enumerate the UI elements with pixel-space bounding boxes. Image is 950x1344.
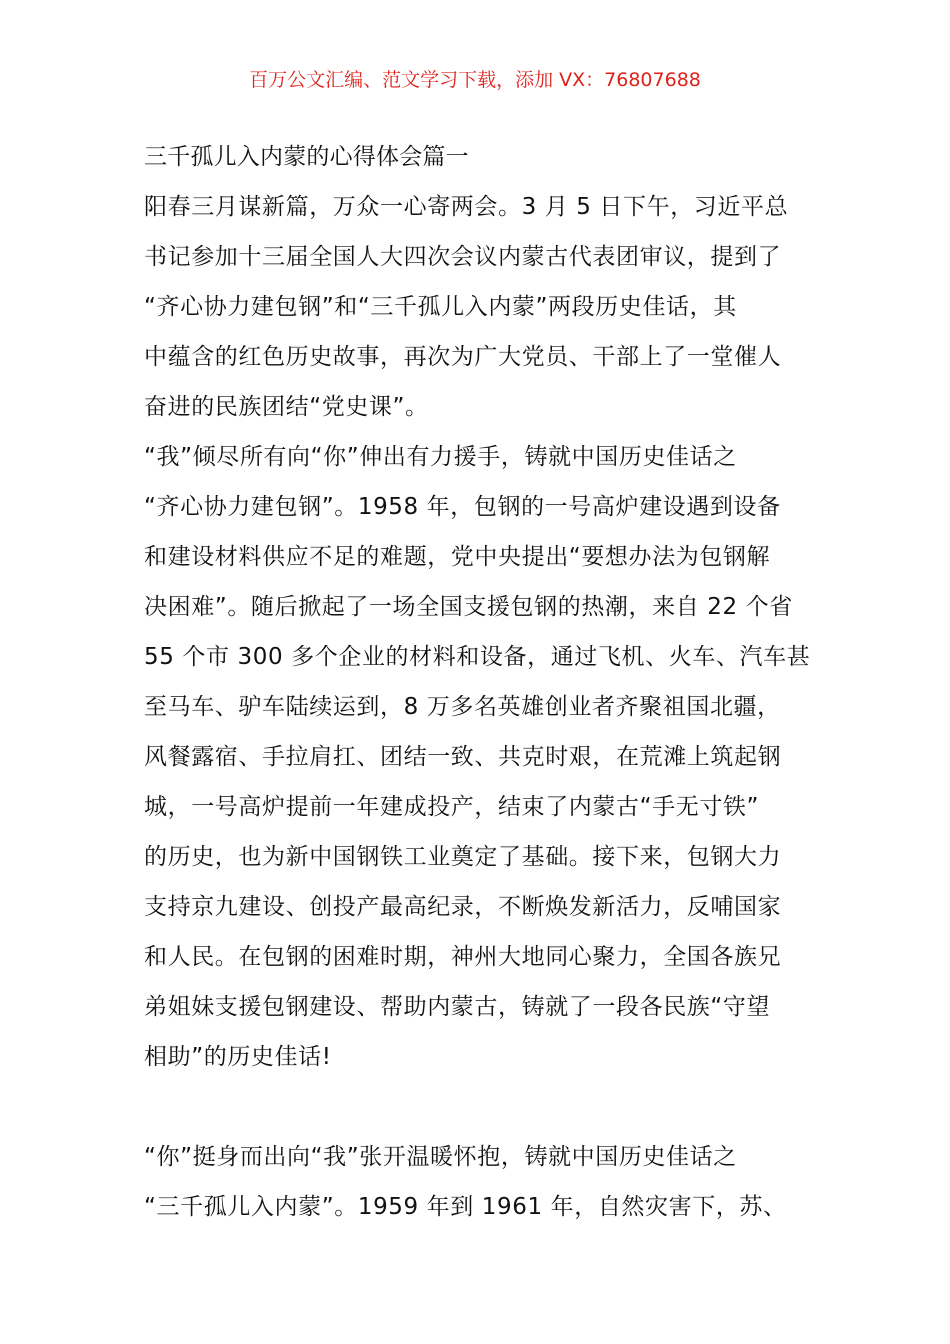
text-line: 的历史，也为新中国钢铁工业奠定了基础。接下来，包钢大力 bbox=[144, 844, 782, 870]
text-line: 弟姐妹支援包钢建设、帮助内蒙古，铸就了一段各民族“守望 bbox=[144, 994, 771, 1020]
page-header-banner: 百万公文汇编、范文学习下载，添加 VX：76807688 bbox=[249, 69, 701, 91]
text-line: 城，一号高炉提前一年建成投产，结束了内蒙古“手无寸铁” bbox=[144, 794, 760, 820]
text-line: 书记参加十三届全国人大四次会议内蒙古代表团审议，提到了 bbox=[144, 244, 782, 270]
text-line: “齐心协力建包钢”。1958 年，包钢的一号高炉建设遇到设备 bbox=[144, 494, 781, 520]
text-line: 中蕴含的红色历史故事，再次为广大党员、干部上了一堂催人 bbox=[144, 344, 782, 370]
text-line: “三千孤儿入内蒙”。1959 年到 1961 年，自然灾害下，苏、 bbox=[144, 1194, 787, 1220]
text-line: “我”倾尽所有向“你”伸出有力援手，铸就中国历史佳话之 bbox=[144, 444, 737, 470]
document-body bbox=[144, 132, 811, 1232]
document-title: 三千孤儿入内蒙的心得体会篇一 bbox=[144, 144, 469, 170]
text-line: 和人民。在包钢的困难时期，神州大地同心聚力，全国各族兄 bbox=[144, 944, 782, 970]
text-line: 奋进的民族团结“党史课”。 bbox=[144, 394, 429, 420]
text-line: 55 个市 300 多个企业的材料和设备，通过飞机、火车、汽车甚 bbox=[144, 644, 811, 670]
text-line: 阳春三月谋新篇，万众一心寄两会。3 月 5 日下午，习近平总 bbox=[144, 194, 789, 220]
paragraph-2 bbox=[144, 432, 811, 1082]
text-line: “你”挺身而出向“我”张开温暖怀抱，铸就中国历史佳话之 bbox=[144, 1144, 737, 1170]
paragraph-3 bbox=[144, 1132, 806, 1232]
paragraph-spacer bbox=[144, 1082, 806, 1132]
text-line: 决困难”。随后掀起了一场全国支援包钢的热潮，来自 22 个省 bbox=[144, 594, 793, 620]
text-line: 风餐露宿、手拉肩扛、团结一致、共克时艰，在荒滩上筑起钢 bbox=[144, 744, 782, 770]
text-line: 和建设材料供应不足的难题，党中央提出“要想办法为包钢解 bbox=[144, 544, 771, 570]
text-line: 相助”的历史佳话! bbox=[144, 1044, 332, 1070]
text-line: 至马车、驴车陆续运到，8 万多名英雄创业者齐聚祖国北疆， bbox=[144, 694, 781, 720]
text-line: “齐心协力建包钢”和“三千孤儿入内蒙”两段历史佳话，其 bbox=[144, 294, 737, 320]
paragraph-1 bbox=[144, 182, 806, 432]
text-line: 支持京九建设、创投产最高纪录，不断焕发新活力，反哺国家 bbox=[144, 894, 782, 920]
